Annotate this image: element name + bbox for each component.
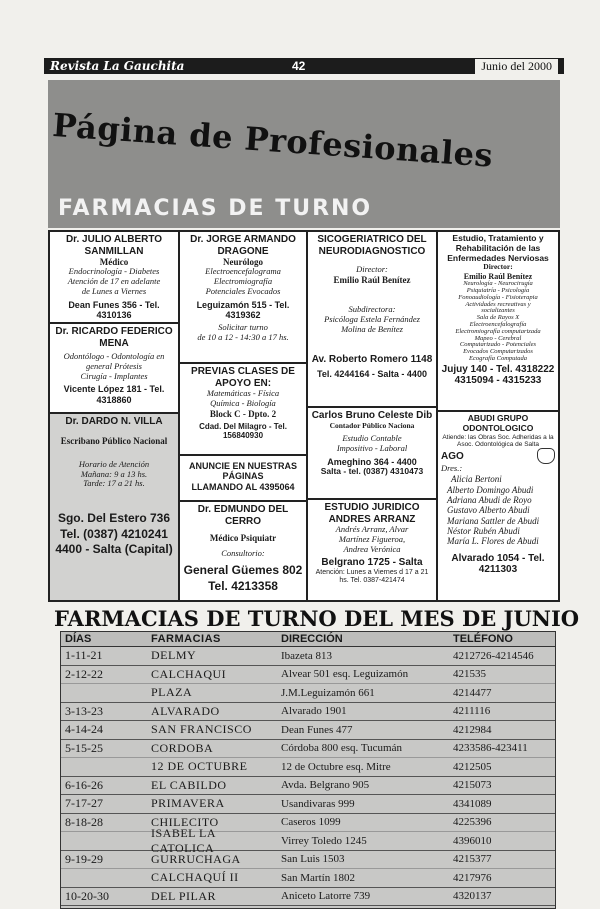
ad-line: socializantes: [481, 307, 515, 315]
row-address: Aniceto Latorre 739: [281, 890, 371, 903]
ad-title: ABUDI GRUPO ODONTOLOGICO: [462, 413, 534, 433]
ad-address: Av. Roberto Romero 1148: [311, 354, 433, 366]
ad-director: Emilio Raúl Benítez: [463, 271, 533, 281]
row-address: Caseros 1099: [281, 816, 341, 829]
ad-title: Estudio, Tratamiento y Rehabilitación de las Enfermedades Nerviosas: [447, 233, 549, 263]
row-phone: 4212726-4214546: [453, 649, 534, 662]
page-title: Página de Profesionales: [51, 106, 495, 175]
ad-sanmillan: [49, 231, 179, 323]
row-days: 4-14-24: [65, 722, 103, 737]
ad-address: Jujuy 140 - Tel. 4318222: [441, 363, 555, 375]
ad-address: Sgo. Del Estero 736: [57, 511, 171, 526]
ad-phone: Tel. 4244164 - Salta - 4400: [317, 368, 427, 379]
ad-name: Dr. EDMUNDO DEL CERRO: [197, 504, 289, 527]
row-phone: 4341089: [453, 797, 492, 810]
row-phone: 4233586-423411: [453, 742, 528, 755]
row-pharmacy: GURRUCHAGA: [151, 851, 241, 866]
table-row: [61, 740, 555, 759]
ad-line: Andrés Arranz, Alvar: [335, 524, 409, 534]
table-row: [61, 721, 555, 740]
row-pharmacy: CALCHAQUÍ II: [151, 870, 239, 885]
ad-line: Actividades recreativas y: [465, 300, 531, 308]
ad-city: 4400 - Salta (Capital): [55, 542, 173, 557]
ad-tag: AGO: [441, 450, 464, 462]
ad-name: Dr. DARDO N. VILLA: [65, 416, 163, 427]
header-telefono: TELÉFONO: [453, 633, 513, 645]
ad-address: Ameghino 364 - 4400: [327, 456, 417, 467]
table-row: [61, 777, 555, 796]
row-pharmacy: SAN FRANCISCO: [151, 722, 252, 737]
ad-line: Electroencefalografía: [469, 320, 527, 328]
header-farmacias: FARMACIAS: [151, 633, 221, 645]
table-row: [61, 814, 555, 833]
row-pharmacy: 12 DE OCTUBRE: [151, 759, 248, 774]
row-address: Virrey Toledo 1245: [281, 834, 367, 847]
table-row: [61, 851, 555, 870]
row-address: Alvear 501 esq. Leguizamón: [281, 668, 409, 681]
row-pharmacy: EL CABILDO: [151, 777, 227, 792]
ad-anuncie: [179, 455, 307, 501]
ad-phone: 4315094 - 4315233: [454, 375, 542, 387]
ad-name: Dr. JULIO ALBERTO SANMILLAN: [65, 234, 163, 257]
ad-title: ANUNCIE EN NUESTRAS PÁGINAS: [188, 461, 297, 482]
ad-sicogeriatrico: [307, 231, 437, 407]
ad-role: Contador Público Naciona: [329, 420, 415, 430]
ad-line: Potenciales Evocados: [205, 285, 281, 296]
ad-line: Electromiografía: [213, 276, 273, 287]
row-address: San Martín 1802: [281, 871, 355, 884]
ad-line: Psicóloga Estela Fernández: [324, 313, 420, 324]
row-days: 1-11-21: [65, 648, 103, 663]
ad-subtitle: Atiende: las Obras Soc. Adheridas a la Asoc. Odontológica de Salta: [442, 433, 554, 448]
row-phone: 4396010: [453, 834, 492, 847]
table-header: [61, 632, 555, 647]
ad-name: Dr. JORGE ARMANDO DRAGONE: [190, 234, 296, 257]
row-phone: 4215377: [453, 853, 492, 866]
table-body: [61, 647, 555, 906]
ad-address: Vicente López 181 - Tel. 4318860: [63, 384, 165, 405]
ad-role: Director:: [483, 262, 513, 272]
ad-line: Mapeo - Cerebral: [474, 334, 522, 342]
row-pharmacy: DELMY: [151, 648, 197, 663]
ad-address: General Güemes 802: [183, 563, 303, 578]
ad-line: Cirugía - Implantes: [80, 370, 148, 381]
ad-line: Ecografía Computada: [469, 355, 527, 363]
ad-line: Evocados Computarizados: [463, 348, 533, 356]
row-phone: 421535: [453, 668, 486, 681]
row-phone: 4212505: [453, 760, 492, 773]
row-phone: 4214477: [453, 686, 492, 699]
ad-line: Endocrinología - Diabetes: [68, 266, 160, 277]
ad-role: Médico Psiquiatr: [209, 533, 277, 543]
row-phone: 4212984: [453, 723, 492, 736]
ad-address: Cdad. Del Milagro - Tel. 156840930: [199, 421, 287, 441]
ad-role: Escribano Público Nacional: [60, 435, 168, 446]
row-phone: 4320137: [453, 890, 492, 903]
magazine-name: Revista La Gauchita: [50, 59, 185, 73]
ad-block: Block C - Dpto. 2: [209, 408, 277, 419]
ad-person: Alicia Bertoni: [451, 474, 502, 485]
row-days: 2-12-22: [65, 666, 103, 681]
row-address: Avda. Belgrano 905: [281, 779, 370, 792]
ad-person: Alberto Domingo Abudi: [447, 484, 534, 495]
ad-line: general Prótesis: [86, 360, 142, 371]
row-address: Alvarado 1901: [281, 705, 347, 718]
row-pharmacy: ISABEL LA CATOLICA: [151, 825, 216, 855]
ad-address: Belgrano 1725 - Salta: [321, 557, 423, 569]
ad-line: Neurología - Neurocirugía: [463, 280, 533, 288]
row-address: 12 de Octubre esq. Mitre: [281, 760, 391, 773]
ad-bruno: [307, 407, 437, 499]
ads-grid: [48, 230, 560, 602]
table-row: [61, 888, 555, 907]
ad-hours: Atención: Lunes a Viernes d 17 a 21 hs. Tel. 0387-421474: [315, 568, 429, 584]
row-address: Ibazeta 813: [281, 649, 332, 662]
ad-line: Odontólogo - Odontología en: [63, 351, 165, 361]
hero-subtitle: FARMACIAS DE TURNO: [58, 196, 373, 221]
ad-line: Fonoaudiología - Fisioterapia: [458, 293, 538, 301]
ad-name: Carlos Bruno Celeste Dib: [311, 410, 433, 421]
ad-person: Adriana Abudi de Royo: [447, 494, 532, 505]
ad-title: ESTUDIO JURIDICO ANDRES ARRANZ: [324, 502, 420, 525]
ad-line: Martínez Figueroa,: [338, 533, 406, 544]
ad-line: Computarizado - Potenciales: [459, 341, 537, 349]
row-pharmacy: PLAZA: [151, 685, 193, 700]
ad-line: Consultorio:: [221, 548, 265, 559]
ad-hours: Solicitar turno: [218, 322, 268, 333]
ad-line: Química - Biología: [210, 397, 276, 408]
row-days: 8-18-28: [65, 814, 103, 829]
ad-line: Matemáticas - Física: [206, 388, 280, 398]
table-row: [61, 666, 555, 685]
ad-title: SICOGERIATRICO DEL NEURODIAGNOSTICO: [317, 234, 427, 257]
ad-name: Dr. RICARDO FEDERICO MENA: [55, 326, 173, 349]
table-row: [61, 758, 555, 777]
ad-clases: [179, 363, 307, 455]
row-address: San Luis 1503: [281, 853, 345, 866]
ad-cerro: [179, 501, 307, 601]
ad-person: Néstor Rubén Abudi: [447, 525, 520, 536]
header-dias: DÍAS: [65, 633, 92, 645]
ad-person: Mariana Sattler de Abudi: [447, 515, 540, 526]
row-pharmacy: ALVARADO: [151, 703, 220, 718]
ad-role: Director:: [356, 264, 388, 274]
table-row: [61, 647, 555, 666]
row-days: 9-19-29: [65, 851, 103, 866]
page-header: [44, 58, 564, 74]
ad-dragone: [179, 231, 307, 363]
ad-estudio: [437, 231, 559, 411]
row-pharmacy: CHILECITO: [151, 814, 219, 829]
ad-line: Impositivo - Laboral: [336, 442, 408, 453]
issue-date: Junio del 2000: [475, 59, 558, 74]
pharmacy-section-title: FARMACIAS DE TURNO DEL MES DE JUNIO: [54, 606, 580, 631]
ad-villa: [49, 413, 179, 601]
row-days: 5-15-25: [65, 740, 103, 755]
ad-line: Horario de Atención: [78, 458, 150, 469]
table-row: [61, 869, 555, 888]
table-row: [61, 684, 555, 703]
table-row: [61, 795, 555, 814]
ad-line: Andrea Verónica: [343, 543, 401, 554]
ad-address: Leguizamón 515 - Tel. 4319362: [196, 299, 290, 320]
ad-director: Emilio Raúl Benítez: [333, 274, 411, 285]
ad-role: Médico: [99, 257, 129, 267]
hero-banner: [48, 80, 560, 228]
row-address: Córdoba 800 esq. Tucumán: [281, 742, 402, 755]
row-address: Dean Funes 477: [281, 723, 353, 736]
ad-line: Psiquiatría - Psicología: [466, 286, 530, 294]
row-phone: 4215073: [453, 779, 492, 792]
ad-line: Atención de 17 en adelante: [67, 276, 161, 287]
page-number: 42: [292, 59, 306, 73]
ad-line: Molina de Benítez: [341, 323, 403, 334]
row-address: Usandivaras 999: [281, 797, 355, 810]
ad-line: Subdirectora:: [348, 304, 396, 315]
ad-address: Dean Funes 356 - Tel. 4310136: [68, 299, 160, 320]
pharmacy-table: [60, 631, 556, 909]
ad-line: Electroencefalograma: [205, 266, 281, 277]
ad-line: Mañana: 9 a 13 hs.: [80, 468, 148, 479]
ad-person: María L. Flores de Abudi: [447, 536, 539, 547]
row-days: 7-17-27: [65, 796, 103, 811]
ad-phone: Tel. 4213358: [208, 578, 278, 593]
row-pharmacy: CALCHAQUI: [151, 666, 227, 681]
header-direccion: DIRECCIÓN: [281, 633, 343, 645]
row-days: 3-13-23: [65, 703, 103, 718]
ad-phone: LLAMANDO AL 4395064: [191, 481, 295, 492]
ad-line: Tarde: 17 a 21 hs.: [83, 478, 145, 489]
row-phone: 4225396: [453, 816, 492, 829]
ad-line: Estudio Contable: [342, 433, 402, 444]
ad-person: Gustavo Alberto Abudi: [447, 505, 530, 516]
row-pharmacy: CORDOBA: [151, 740, 214, 755]
ad-address: Alvarado 1054 - Tel. 4211303: [451, 552, 545, 576]
magazine-page: [44, 58, 580, 903]
table-row: [61, 703, 555, 722]
ad-line: Sala de Rayos X: [476, 314, 520, 322]
row-pharmacy: PRIMAVERA: [151, 796, 225, 811]
ad-role: Neurólogo: [223, 257, 263, 267]
row-phone: 4211116: [453, 705, 491, 718]
table-row: [61, 825, 555, 855]
row-phone: 4217976: [453, 871, 492, 884]
ad-label: Dres.:: [441, 463, 463, 474]
ad-abudi: [437, 411, 559, 601]
row-days: 10-20-30: [65, 888, 109, 903]
ad-mena: [49, 323, 179, 413]
ad-arranz: [307, 499, 437, 601]
ad-hours: de 10 a 12 - 14:30 a 17 hs.: [197, 332, 289, 343]
row-address: J.M.Leguizamón 661: [281, 686, 375, 699]
tooth-icon: [537, 448, 555, 464]
row-days: 6-16-26: [65, 777, 103, 792]
row-pharmacy: DEL PILAR: [151, 888, 217, 903]
ad-line: de Lunes a Viernes: [81, 285, 147, 296]
ad-line: Electromiografía computarizada: [455, 327, 541, 335]
ad-phone: Salta - tel. (0387) 4310473: [320, 466, 424, 476]
ad-title: PREVIAS CLASES DE APOYO EN:: [191, 366, 295, 389]
ad-phone: Tel. (0387) 4210241: [60, 526, 168, 541]
